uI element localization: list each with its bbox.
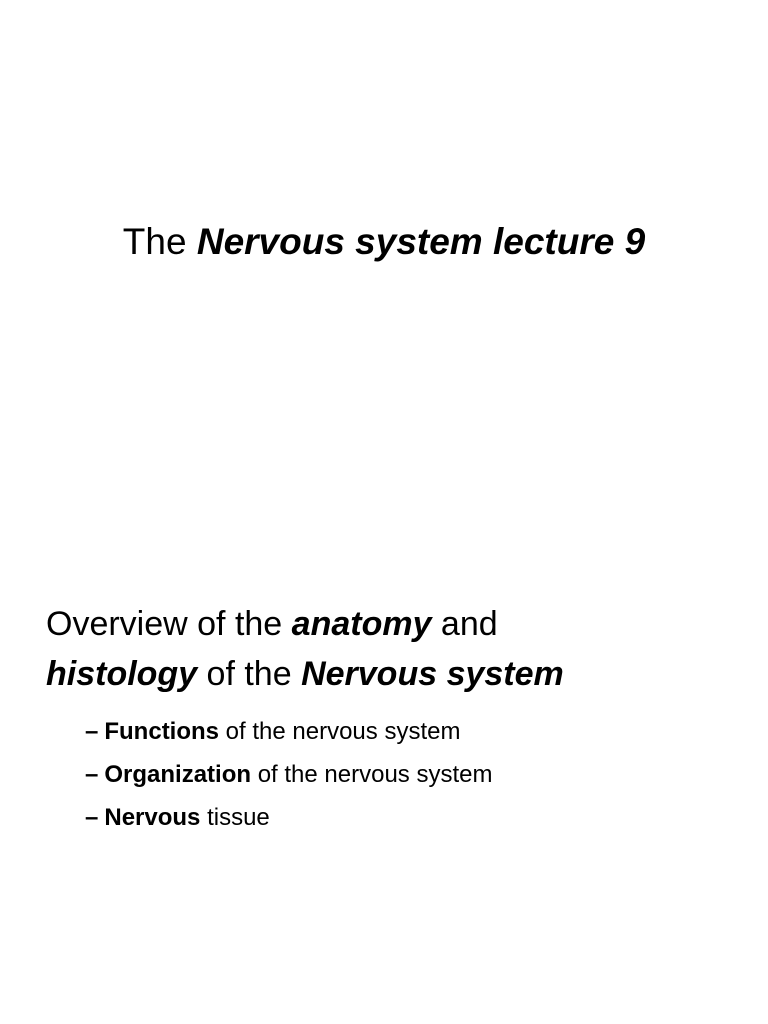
bullet-dash: – [85, 718, 99, 745]
slide-title-text [0, 218, 768, 266]
bullet-item [85, 753, 492, 796]
heading-part-1: Overview of the [46, 605, 292, 643]
bullet-dash: – [85, 804, 99, 831]
bullet-item [85, 796, 492, 839]
heading-part-2: and [431, 605, 498, 643]
bullet-bold: Organization [104, 761, 252, 788]
bullet-bold: Nervous [104, 804, 201, 831]
bullet-text: tissue [200, 804, 270, 831]
bullet-dash: – [85, 761, 99, 788]
bullet-list [85, 710, 492, 839]
heading-emph-nervous-system: Nervous system [301, 655, 564, 693]
title-emphasis: Nervous system lecture 9 [196, 221, 646, 262]
bullet-bold: Functions [104, 718, 220, 745]
bullet-text: of the nervous system [219, 718, 461, 745]
heading-emph-histology: histology [46, 655, 198, 693]
title-prefix: The [122, 221, 197, 262]
bullet-text: of the nervous system [251, 761, 493, 788]
bullet-item [85, 710, 492, 753]
heading-part-3: of the [197, 655, 302, 693]
heading-emph-anatomy: anatomy [291, 605, 432, 643]
overview-heading [46, 599, 736, 699]
slide-overview [0, 512, 768, 1024]
